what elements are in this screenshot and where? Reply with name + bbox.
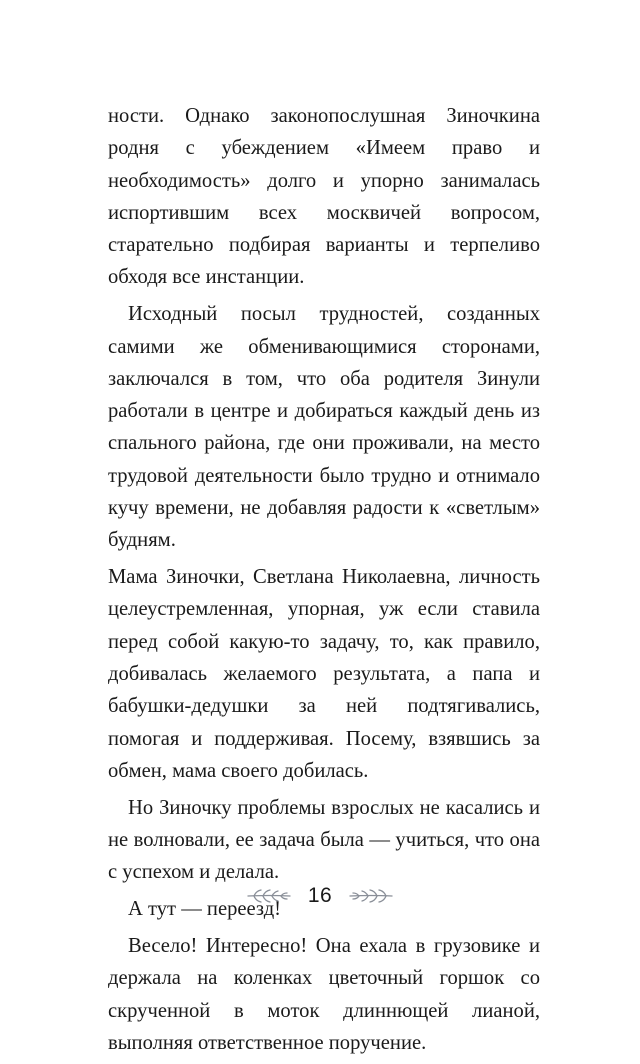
leaf-sprig-icon <box>246 888 292 904</box>
page-footer <box>0 876 640 916</box>
page-number: 16 <box>307 884 333 907</box>
paragraph: Весело! Интересно! Она ехала в грузовике и держала на коленках цветочный горшок со скрученной в моток длиннющей лианой, выполняя ответственное поручение. <box>108 934 540 1054</box>
paragraph-continuation: ности. Однако законопослушная Зиночкина родня с убеждением «Имеем право и необходимость» долго и упорно занималась испортившим всех москвичей вопросом, старательно подбирая варианты и терпеливо обходя все инстанции. <box>108 105 540 289</box>
paragraph: Мама Зиночки, Светлана Николаевна, личность целеустремленная, упорная, уж если ставила перед собой какую-то задачу, то, как правило, добивалась желаемого результата, а папа и бабушки-дедушки за ней подтягивались, помогая и поддерживая. Посему, взявшись за обмен, мама своего добилась. <box>108 566 540 782</box>
leaf-sprig-icon <box>348 888 394 904</box>
paragraph: Исходный посыл трудностей, созданных самими же обменивающимися сторонами, заключался в том, что оба родителя Зинули работали в центре и добираться каждый день из спального района, где они проживали, на место трудовой деятельности было трудно и отнимало кучу времени, не добавляя радости к «светлым» будням. <box>108 303 540 552</box>
paragraph: Но Зиночку проблемы взрослых не касались и не волновали, ее задача была — учиться, что она с успехом и делала. <box>108 796 540 884</box>
body-text <box>108 100 540 1064</box>
paragraph: А тут — переезд! <box>128 898 282 921</box>
